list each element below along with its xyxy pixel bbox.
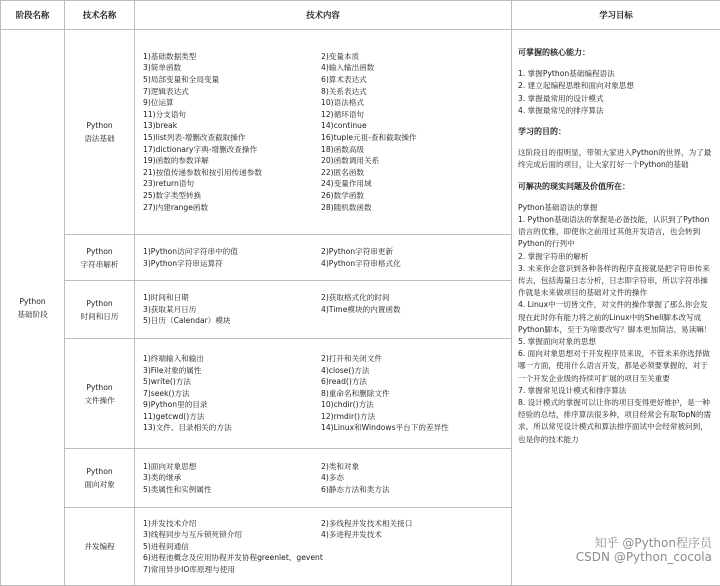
- content-item: 5)日历（Calendar）模块: [143, 315, 321, 327]
- content-item: 17)dictionary字典-增删改查操作: [143, 144, 321, 156]
- tech-name: Python 面向对象: [65, 449, 135, 508]
- problem-item: 3. 未来你会意识到各种各样的程序直接就是把字符串传来传去，包括海量日志分析，日志即字符串，所以字符串操作就是未来做项目的基础对文件的操作: [518, 263, 714, 300]
- table-row: [1, 30, 720, 235]
- content-item: 6)进程池概念及应用协程并发协程greenlet、gevent: [143, 552, 499, 564]
- content-item: 7)逻辑表达式: [143, 86, 321, 98]
- content-item: 9)位运算: [143, 97, 321, 109]
- content-item: 8)重命名和删除文件: [321, 388, 499, 400]
- ability-item: 3. 掌握最常用的设计模式: [518, 93, 714, 105]
- content-item: 6)算术表达式: [321, 74, 499, 86]
- content-item: 2)多线程并发技术相关接口: [321, 518, 499, 530]
- learning-goals: [512, 30, 720, 586]
- problem-item: 1. Python基础语法的掌握是必备技能，认识到了Python语言的优雅，即使你之前用过其他开发语言，也会转到Python的行列中: [518, 214, 714, 251]
- content-item: 1)并发技术介绍: [143, 518, 321, 530]
- stage-name: Python 基础阶段: [1, 30, 65, 586]
- content-item: 28)随机数函数: [321, 202, 499, 214]
- content-list: [143, 518, 511, 576]
- problem-item: 8. 设计模式的掌握可以让你的项目变得更好维护，是一种经验的总结，排序算法很多种，项目经常会有取TopN的需求，所以常见设计模式和算法排序面试中会经常被问到，也是你的技术能力: [518, 397, 714, 446]
- content-list: [143, 461, 511, 496]
- content-item: 4)Python字符串格式化: [321, 258, 499, 270]
- header-content: 技术内容: [135, 1, 512, 30]
- content-item: 1)Python访问字符串中的值: [143, 246, 321, 258]
- problem-item: 5. 掌握面向对象的思想: [518, 336, 714, 348]
- problem-item: 4. Linux中一切皆文件，对文件的操作掌握了那么你会发现在此时你有能力将之前的Linux中的Shell脚本改写成Python脚本，至于为啥要改写？脚本更加简洁、易读嘛！: [518, 299, 714, 336]
- content-item: 1)基础数据类型: [143, 51, 321, 63]
- ability-item: 4. 掌握最常见的排序算法: [518, 105, 714, 117]
- header-row: [1, 1, 720, 30]
- content-item: 3)File对象的属性: [143, 365, 321, 377]
- purpose-heading: 学习的目的：: [518, 126, 714, 138]
- content-item: 15)list列表-增删改查截取操作: [143, 132, 321, 144]
- header-goals: 学习目标: [512, 1, 720, 30]
- content-item: 12)循环语句: [321, 109, 499, 121]
- content-item: 9)Python里的目录: [143, 399, 321, 411]
- content-item: 1)时间和日期: [143, 292, 321, 304]
- content-item: 27)内建range函数: [143, 202, 321, 214]
- tech-content: [135, 449, 512, 508]
- content-item: 3)简单函数: [143, 62, 321, 74]
- content-item: 14)Linux和Windows平台下的差异性: [321, 422, 499, 434]
- content-item: 13)break: [143, 120, 321, 132]
- content-item: 2)变量本质: [321, 51, 499, 63]
- content-item: 4)输入输出函数: [321, 62, 499, 74]
- content-item: 5)局部变量和全局变量: [143, 74, 321, 86]
- tech-content: [135, 281, 512, 339]
- content-list: [143, 353, 511, 434]
- content-item: 23)return语句: [143, 178, 321, 190]
- problem-item: 6. 面向对象思想对于开发程序员来说，不管未来你选择做哪一方面，使用什么语言开发，都是必须要掌握的，对于一个开发企业级的持续可扩展的项目至关重要: [518, 348, 714, 385]
- content-item: 4)多态: [321, 472, 499, 484]
- content-item: 14)continue: [321, 120, 499, 132]
- content-item: 13)文件、目录相关的方法: [143, 422, 321, 434]
- tech-name: Python 字符串解析: [65, 235, 135, 281]
- problem-item: 7. 掌握常见设计模式和排序算法: [518, 385, 714, 397]
- content-item: 5)write()方法: [143, 376, 321, 388]
- header-tech: 技术名称: [65, 1, 135, 30]
- tech-name: Python 文件操作: [65, 339, 135, 449]
- content-item: 7)常用异步IO库原理与使用: [143, 564, 499, 576]
- content-item: 20)函数调用关系: [321, 155, 499, 167]
- problem-item: Python基础语法的掌握: [518, 202, 714, 214]
- content-list: [143, 246, 511, 269]
- content-item: 2)类和对象: [321, 461, 499, 473]
- content-item: 2)Python字符串更新: [321, 246, 499, 258]
- content-item: 26)数学函数: [321, 190, 499, 202]
- content-item: 18)函数高级: [321, 144, 499, 156]
- content-item: 11)分支语句: [143, 109, 321, 121]
- content-item: 3)获取某月日历: [143, 304, 321, 316]
- content-item: 21)按值传递参数和按引用传递参数: [143, 167, 321, 179]
- content-item: 11)getcwd()方法: [143, 411, 321, 423]
- content-item: 19)函数的参数详解: [143, 155, 321, 167]
- ability-item: 2. 建立起编程思维和面向对象思想: [518, 80, 714, 92]
- purpose-text: 这阶段目的很明显，带领大家进入Python的世界，为了最终完成后面的项目，让大家打好一个Python的基础: [518, 147, 714, 171]
- tech-name: Python 时间和日历: [65, 281, 135, 339]
- content-item: 16)tuple元祖-查和截取操作: [321, 132, 499, 144]
- tech-content: [135, 235, 512, 281]
- header-stage: 阶段名称: [1, 1, 65, 30]
- content-item: 25)数字类型转换: [143, 190, 321, 202]
- tech-content: [135, 339, 512, 449]
- content-item: 4)多进程并发技术: [321, 529, 499, 541]
- content-spacer: [321, 541, 499, 553]
- problem-item: 2. 掌握字符串的解析: [518, 251, 714, 263]
- content-item: 10)语法格式: [321, 97, 499, 109]
- content-item: 24)变量作用域: [321, 178, 499, 190]
- tech-name: 并发编程: [65, 508, 135, 586]
- content-item: 2)获取格式化的时间: [321, 292, 499, 304]
- content-item: 5)类属性和实例属性: [143, 484, 321, 496]
- content-item: 6)read()方法: [321, 376, 499, 388]
- content-item: 12)rmdir()方法: [321, 411, 499, 423]
- content-item: 3)Python字符串运算符: [143, 258, 321, 270]
- content-item: 10)chdir()方法: [321, 399, 499, 411]
- content-list: [143, 292, 511, 327]
- content-item: 8)关系表达式: [321, 86, 499, 98]
- content-item: 22)匿名函数: [321, 167, 499, 179]
- content-list: [143, 51, 511, 213]
- content-item: 4)Time模块的内置函数: [321, 304, 499, 316]
- problems-heading: 可解决的现实问题及价值所在：: [518, 181, 714, 193]
- content-item: 5)进程间通信: [143, 541, 321, 553]
- abilities-heading: 可掌握的核心能力：: [518, 47, 714, 59]
- content-item: 4)close()方法: [321, 365, 499, 377]
- ability-item: 1. 掌握Python基础编程语法: [518, 68, 714, 80]
- tech-name: Python 语法基础: [65, 30, 135, 235]
- tech-content: [135, 30, 512, 235]
- watermark: 知乎 @Python程序员 CSDN @Python_cocola: [576, 536, 712, 564]
- content-item: 7)seek()方法: [143, 388, 321, 400]
- content-item: 2)打开和关闭文件: [321, 353, 499, 365]
- content-item: 1)终端输入和输出: [143, 353, 321, 365]
- content-item: 3)线程同步与互斥锁死锁介绍: [143, 529, 321, 541]
- content-item: 3)类的继承: [143, 472, 321, 484]
- content-item: 1)面向对象思想: [143, 461, 321, 473]
- content-item: 6)静态方法和类方法: [321, 484, 499, 496]
